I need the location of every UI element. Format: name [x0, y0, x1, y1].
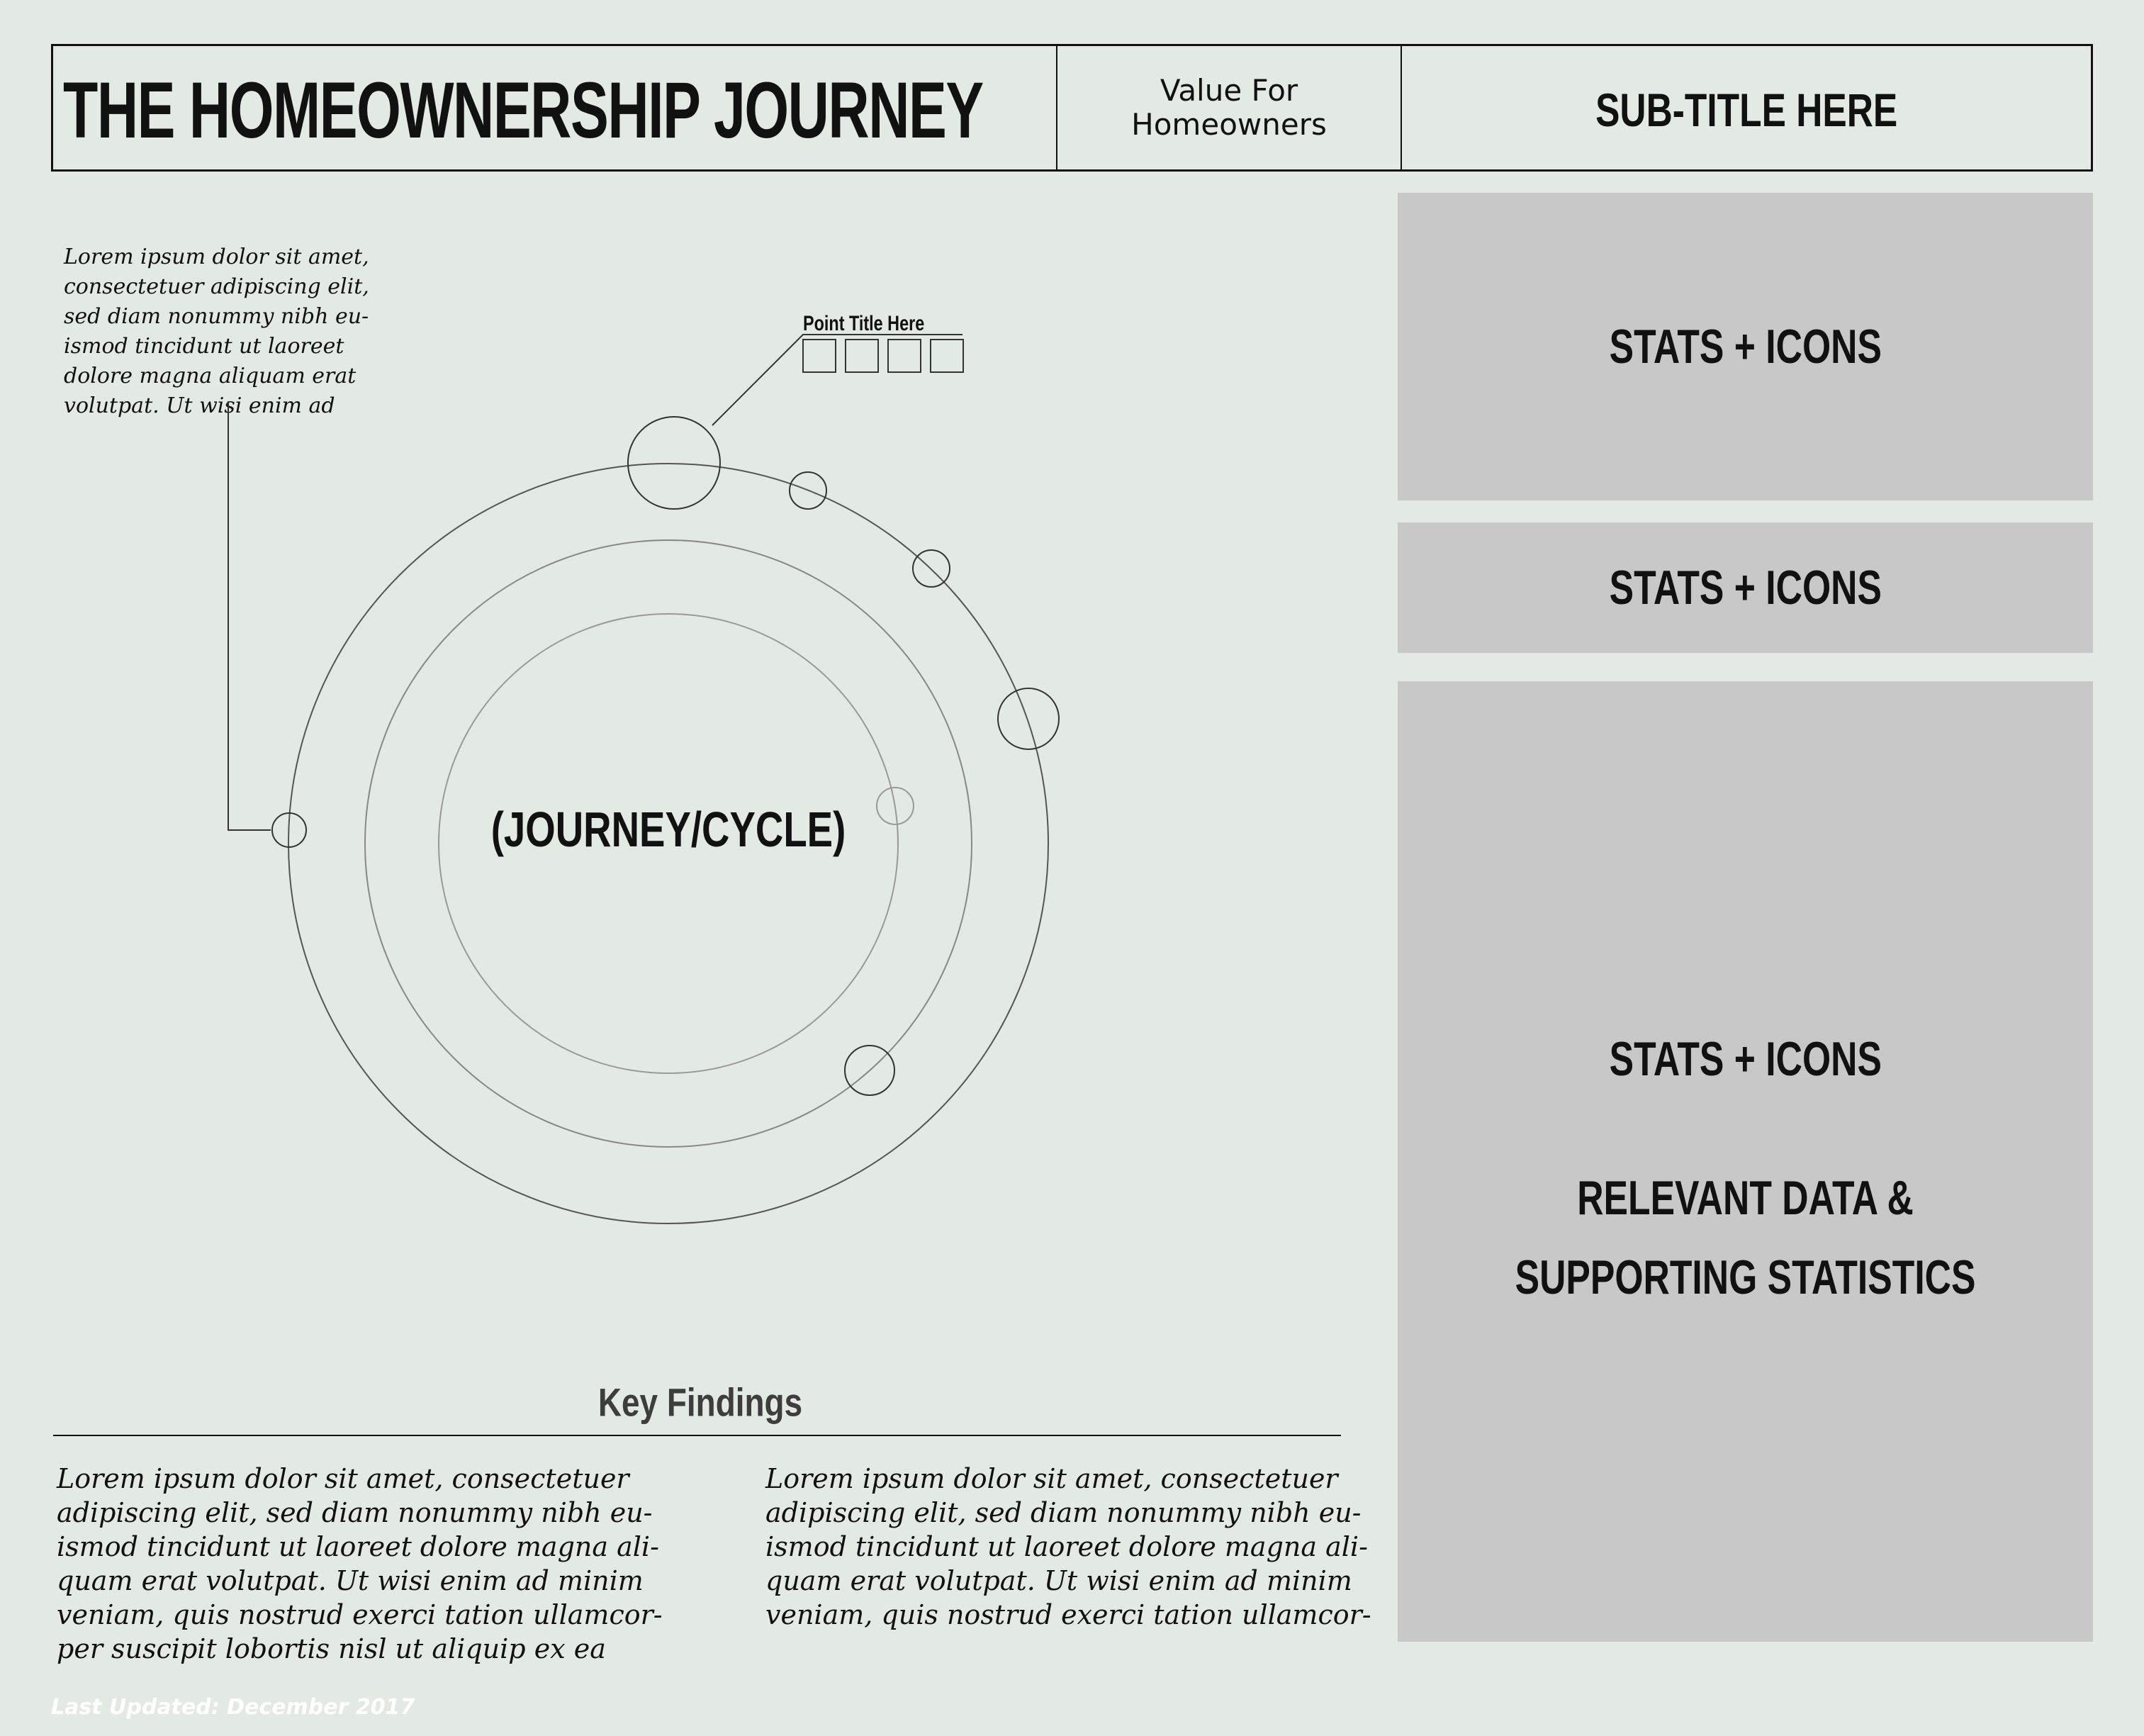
last-updated: Last Updated: December 2017 — [51, 1695, 415, 1720]
relevant-line-1: RELEVANT DATA & — [1577, 1170, 1914, 1225]
point-square-2 — [846, 340, 878, 372]
intro-note: Lorem ipsum dolor sit amet, consectetuer adipiscing elit, sed diam nonummy nibh euismod tincidunt ut laoreet dolore magna aliquam erat volutpat. Ut wisi enim ad — [64, 245, 369, 418]
point-title: Point Title Here — [803, 312, 925, 335]
key-findings-col-1: Lorem ipsum dolor sit amet, consectetuer adipiscing elit, sed diam nonummy nibh euismod tincidunt ut laoreet dolore magna aliquam erat volutpat. Ut wisi enim ad minim veniam, quis nostrud exerci tation ullamcorper suscipit lobortis nisl ut aliquip ex ea — [57, 1463, 663, 1664]
stats-panel-1 — [1398, 193, 2093, 500]
key-findings-divider — [53, 1435, 1341, 1436]
key-findings-col-2: Lorem ipsum dolor sit amet, consectetuer adipiscing elit, sed diam nonummy nibh euismod tincidunt ut laoreet dolore magna aliquam erat volutpat. Ut wisi enim ad minim veniam, quis nostrud exerci tation ullamcor- — [765, 1463, 1371, 1630]
subtitle-cell — [1402, 46, 2091, 169]
page-title: THE HOMEOWNERSHIP JOURNEY — [63, 66, 983, 155]
point-square-4 — [931, 340, 963, 372]
value-label: Value For Homeowners — [1131, 73, 1327, 142]
stats-panel-3 — [1398, 681, 2093, 1642]
stats-panel-2 — [1398, 522, 2093, 653]
relevant-line-2: SUPPORTING STATISTICS — [1515, 1250, 1976, 1304]
journey-diagram — [0, 0, 1347, 1276]
subtitle: SUB-TITLE HERE — [1595, 84, 1898, 136]
stats-panel-1-label: STATS + ICONS — [1609, 320, 1882, 374]
note-leader-line — [228, 401, 271, 830]
key-findings-title: Key Findings — [597, 1379, 803, 1425]
point-leader-line — [712, 335, 962, 425]
point-square-1 — [803, 340, 836, 372]
stats-panel-2-label: STATS + ICONS — [1609, 561, 1882, 615]
node-medium-right — [998, 688, 1059, 749]
node-large-top — [628, 417, 720, 509]
stats-panel-3-label: STATS + ICONS — [1609, 1031, 1882, 1086]
point-square-3 — [888, 340, 921, 372]
relevant-data-text — [1515, 1158, 1976, 1317]
cycle-label: (JOURNEY/CYCLE) — [490, 802, 846, 857]
